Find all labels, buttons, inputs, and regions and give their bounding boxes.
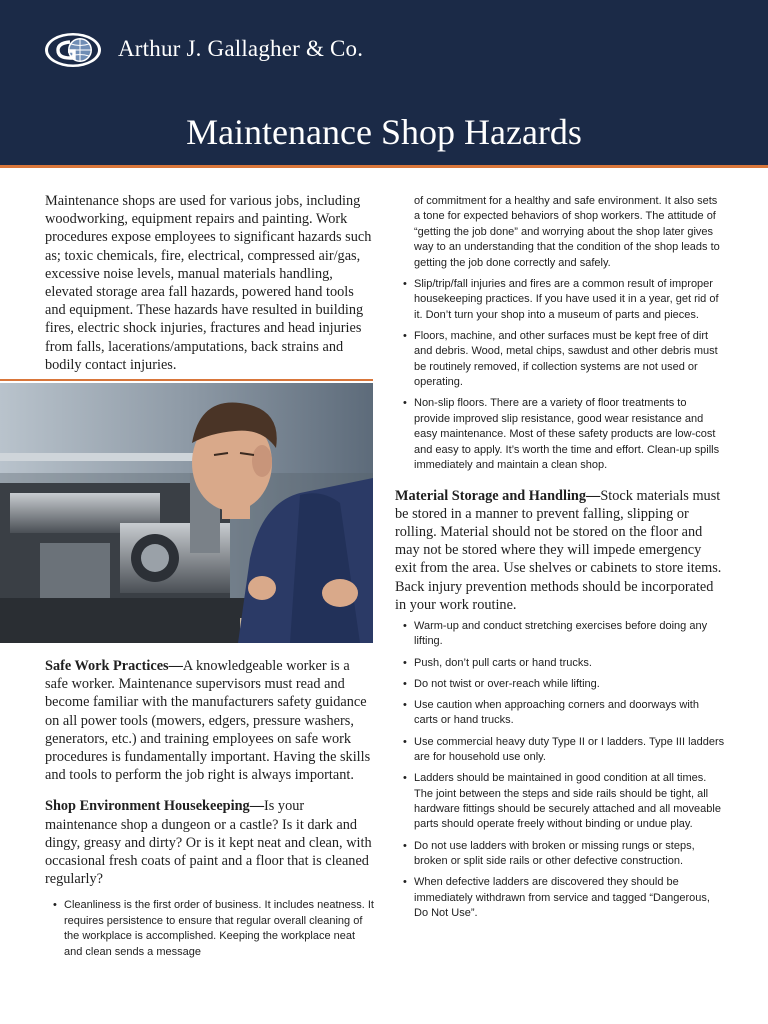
company-name: Arthur J. Gallagher & Co. xyxy=(118,36,364,61)
housekeeping-heading: Shop Environment Housekeeping— xyxy=(45,798,265,815)
bullet-icon: • xyxy=(403,656,407,669)
bullet-text: Non-slip floors. There are a variety of floor treatments to provide improved slip resistance, good wear resistance and easy maintenance. Most of these safety products are low-cost and easy to apply. It’s worth the time and effort. Clean-up spills immediately and maintain a clean shop. xyxy=(414,397,720,472)
housekeeping-bullet-list xyxy=(45,898,375,960)
bullet-text: Push, don’t pull carts or hand trucks. xyxy=(414,656,592,669)
bullet-text: Warm-up and conduct stretching exercises before doing any lifting. xyxy=(414,619,708,648)
list-item xyxy=(395,735,725,766)
list-item xyxy=(45,898,375,960)
bullet-icon: • xyxy=(53,899,57,912)
bullet-text: Slip/trip/fall injuries and fires are a common result of improper housekeeping practices. If you have used it in a year, get rid of it. Don’t turn your shop into a museum of parts and pieces. xyxy=(414,278,719,321)
header-accent-line xyxy=(0,165,768,168)
storage-section xyxy=(395,487,725,614)
storage-bullet-list xyxy=(395,619,725,921)
list-item xyxy=(395,677,725,692)
bullet-text: Floors, machine, and other surfaces must be kept free of dirt and debris. Wood, metal chips, sawdust and other debris must be routinely removed, if collection systems are not used or operating. xyxy=(414,330,718,389)
list-item xyxy=(395,875,725,921)
bullet-text: Do not twist or over-reach while lifting. xyxy=(414,677,600,690)
bullet-icon: • xyxy=(403,772,407,785)
bullet-text: Cleanliness is the first order of business. It includes neatness. It requires persistence to ensure that regular overall cleaning of the workplace is accomplished. Keeping the workplace neat and clean sends a message xyxy=(64,899,374,958)
safe-work-body: A knowledgeable worker is a safe worker. Maintenance supervisors must read and become familiar with the manufacturers safety guidance on all power tools (mowers, edgers, pressure washers, generators, etc.) and training employees on safe work procedures is fundamentally important. Having the skills and tools to perform the job right is always important. xyxy=(45,658,371,784)
photo-top-rule xyxy=(0,379,373,381)
gallagher-logo-icon xyxy=(44,31,106,69)
housekeeping-section xyxy=(45,797,375,888)
page-title: Maintenance Shop Hazards xyxy=(186,112,582,152)
safe-work-section xyxy=(45,657,375,784)
housekeeping-body: Is your maintenance shop a dungeon or a castle? Is it dark and dingy, greasy and dirty? Or is it kept neat and clean, with occasional fresh coats of paint and a floor that is cleaned regularly? xyxy=(45,798,372,888)
list-item xyxy=(395,329,725,391)
intro-paragraph: Maintenance shops are used for various jobs, including woodworking, equipment repairs and painting. Work procedures expose employees to significant hazards such as; toxic chemicals, fire, electrical, compressed air/gas, excessive noise levels, manual materials handling, elevated storage area fall hazards, powered hand tools and equipment. These hazards have resulted in building fires, electric shock injuries, fractures and head injuries from falls, lacerations/amputations, back strains and bodily contact injuries. xyxy=(45,193,372,373)
bullet-icon: • xyxy=(403,735,407,748)
bullet-icon: • xyxy=(403,677,407,690)
bullet-text: When defective ladders are discovered they should be immediately withdrawn from service and tagged “Dangerous, Do Not Use”. xyxy=(414,876,710,919)
list-item xyxy=(395,619,725,650)
housekeeping-more-bullets xyxy=(395,277,725,473)
machinist-photo xyxy=(0,383,373,643)
page-header xyxy=(0,0,768,165)
list-item xyxy=(395,277,725,323)
bullet-icon: • xyxy=(403,397,407,410)
bullet-text: Ladders should be maintained in good condition at all times. The joint between the steps and side rails should be tight, all hardware fittings should be securely attached and all moveable parts should operate freely without binding or undue play. xyxy=(414,772,721,831)
list-item xyxy=(395,698,725,729)
list-item xyxy=(395,396,725,473)
left-lower-text xyxy=(45,657,375,966)
right-column xyxy=(395,194,725,927)
bullet-icon: • xyxy=(403,839,407,852)
bullet-icon: • xyxy=(403,619,407,632)
left-column xyxy=(45,192,375,374)
bullet-icon: • xyxy=(403,698,407,711)
storage-body: Stock materials must be stored in a manner to prevent falling, slipping or rolling. Material should not be stored on the floor and may not be stored where they will impede emergency exit from the area. Use shelves or cabinets to store items. Back injury prevention methods should be incorporated in your work routine. xyxy=(395,487,722,613)
storage-heading: Material Storage and Handling— xyxy=(395,487,601,504)
bullet-text: Do not use ladders with broken or missing rungs or steps, broken or split side rails or other defective construction. xyxy=(414,839,695,867)
list-item xyxy=(395,839,725,870)
safe-work-heading: Safe Work Practices— xyxy=(45,658,183,674)
bullet-icon: • xyxy=(403,278,407,291)
bullet-continuation: of commitment for a healthy and safe environment. It also sets a tone for expected behaviors of shop workers. The attitude of “getting the job done” and worrying about the shop later gives way to an understanding that the condition of the shop leads to getting the job done correctly and safely. xyxy=(414,195,720,269)
list-item xyxy=(395,771,725,833)
bullet-text: Use commercial heavy duty Type II or I ladders. Type III ladders are for household use only. xyxy=(414,735,725,763)
list-item xyxy=(395,656,725,671)
bullet-icon: • xyxy=(403,876,407,889)
bullet-icon: • xyxy=(403,330,407,343)
bullet-text: Use caution when approaching corners and doorways with carts or hand trucks. xyxy=(414,698,699,727)
